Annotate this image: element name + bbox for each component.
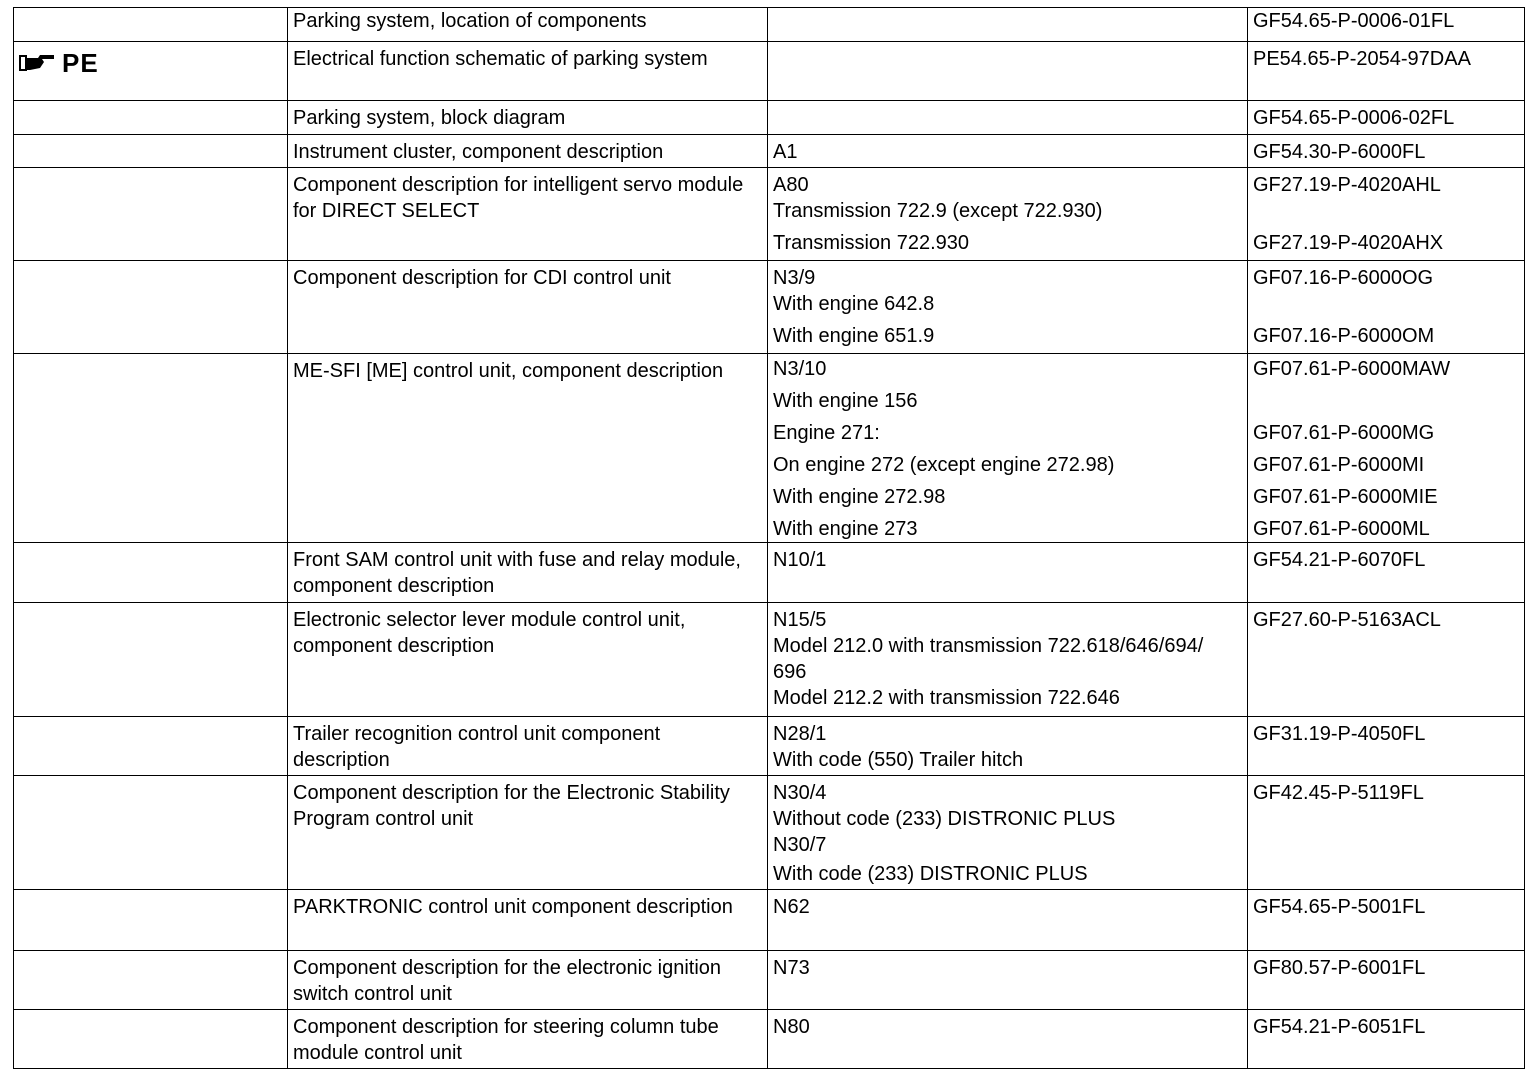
row-condition: With code (550) Trailer hitch <box>773 749 1024 771</box>
row-description: Component description for CDI control unit <box>288 261 768 354</box>
row-component-code: N62 <box>768 890 1248 951</box>
row-description: Parking system, location of components <box>288 8 768 42</box>
table-row <box>14 135 1525 168</box>
row-condition: Without code (233) DISTRONIC PLUS <box>773 808 1116 830</box>
table-row <box>14 8 1525 42</box>
row-description: Parking system, block diagram <box>288 101 768 135</box>
row-condition: Transmission 722.9 (except 722.930) <box>773 200 1103 222</box>
row-reference-link[interactable]: GF07.61-P-6000MG <box>1253 422 1435 444</box>
row-reference-link[interactable]: GF54.65-P-5001FL <box>1253 896 1426 918</box>
row-reference-link[interactable]: GF54.30-P-6000FL <box>1253 141 1426 163</box>
row-condition: Transmission 722.930 <box>773 232 970 254</box>
row-reference-link[interactable]: GF07.16-P-6000OG <box>1253 267 1434 289</box>
row-condition: With code (233) DISTRONIC PLUS <box>773 863 1088 885</box>
row-description: Component description for the Electronic Stability Program control unit <box>288 776 768 890</box>
row-condition: Model 212.2 with transmission 722.646 <box>773 687 1120 709</box>
row-reference-link[interactable]: GF07.61-P-6000MIE <box>1253 486 1438 508</box>
table-row <box>14 42 1525 101</box>
row-condition: With engine 272.98 <box>773 486 946 508</box>
row-component-code: N30/4 <box>773 782 827 804</box>
row-description: ME-SFI [ME] control unit, component description <box>288 354 768 543</box>
row-reference-link[interactable]: GF07.16-P-6000OM <box>1253 325 1435 347</box>
row-condition: On engine 272 (except engine 272.98) <box>773 454 1115 476</box>
row-component-code: N80 <box>768 1010 1248 1069</box>
row-reference-link[interactable]: GF31.19-P-4050FL <box>1253 723 1426 745</box>
row-reference-link[interactable]: PE54.65-P-2054-97DAA <box>1253 48 1471 70</box>
table-row <box>14 717 1525 776</box>
table-row <box>14 543 1525 603</box>
row-condition: Model 212.0 with transmission 722.618/646/694/ 696 <box>773 635 1204 683</box>
row-reference-link[interactable]: GF07.61-P-6000MAW <box>1253 358 1451 380</box>
pe-marker <box>14 42 287 80</box>
pe-marker-label: PE <box>62 48 99 78</box>
row-description: Component description for the electronic ignition switch control unit <box>288 951 768 1010</box>
row-condition: With engine 156 <box>773 390 918 412</box>
table-row <box>14 354 1525 543</box>
row-component-code <box>768 42 1248 101</box>
table-row <box>14 101 1525 135</box>
table-row <box>14 261 1525 354</box>
row-description: Electronic selector lever module control unit, component description <box>288 603 768 717</box>
row-description: Component description for steering column tube module control unit <box>288 1010 768 1069</box>
row-condition: With engine 273 <box>773 518 918 540</box>
row-reference-link[interactable]: GF27.19-P-4020AHL <box>1253 174 1441 196</box>
row-description: Instrument cluster, component description <box>288 135 768 168</box>
row-reference-link[interactable]: GF54.65-P-0006-01FL <box>1253 10 1455 32</box>
row-component-code: N30/7 <box>773 834 827 856</box>
row-component-code: N3/10 <box>773 358 827 380</box>
table-row <box>14 168 1525 261</box>
row-description: Electrical function schematic of parking system <box>288 42 768 101</box>
row-component-code: A80 <box>773 174 809 196</box>
row-component-code: N3/9 <box>773 267 816 289</box>
row-reference-link[interactable]: GF27.19-P-4020AHX <box>1253 232 1444 254</box>
row-reference-link[interactable]: GF42.45-P-5119FL <box>1253 782 1424 804</box>
row-component-code <box>768 101 1248 135</box>
table-row <box>14 890 1525 951</box>
row-description: PARKTRONIC control unit component description <box>288 890 768 951</box>
table-row <box>14 776 1525 890</box>
row-component-code: N15/5 <box>773 609 827 631</box>
row-description: Front SAM control unit with fuse and relay module, component description <box>288 543 768 603</box>
table-row <box>14 1010 1525 1069</box>
row-description: Component description for intelligent servo module for DIRECT SELECT <box>288 168 768 261</box>
pointing-hand-icon <box>18 52 56 74</box>
row-component-code: N10/1 <box>768 543 1248 603</box>
row-condition: With engine 651.9 <box>773 325 935 347</box>
row-description: Trailer recognition control unit component description <box>288 717 768 776</box>
row-reference-link[interactable]: GF54.21-P-6051FL <box>1253 1016 1426 1038</box>
table-row <box>14 951 1525 1010</box>
row-condition: Engine 271: <box>773 422 880 444</box>
row-reference-link[interactable]: GF80.57-P-6001FL <box>1253 957 1426 979</box>
row-component-code <box>768 8 1248 42</box>
row-reference-link[interactable]: GF07.61-P-6000MI <box>1253 454 1425 476</box>
row-component-code: A1 <box>768 135 1248 168</box>
reference-table <box>13 7 1525 1069</box>
row-component-code: N73 <box>768 951 1248 1010</box>
row-reference-link[interactable]: GF07.61-P-6000ML <box>1253 518 1430 540</box>
row-condition: With engine 642.8 <box>773 293 935 315</box>
row-reference-link[interactable]: GF54.65-P-0006-02FL <box>1253 107 1455 129</box>
row-reference-link[interactable]: GF54.21-P-6070FL <box>1253 549 1426 571</box>
row-reference-link[interactable]: GF27.60-P-5163ACL <box>1253 609 1441 631</box>
table-row <box>14 603 1525 717</box>
row-component-code: N28/1 <box>773 723 827 745</box>
